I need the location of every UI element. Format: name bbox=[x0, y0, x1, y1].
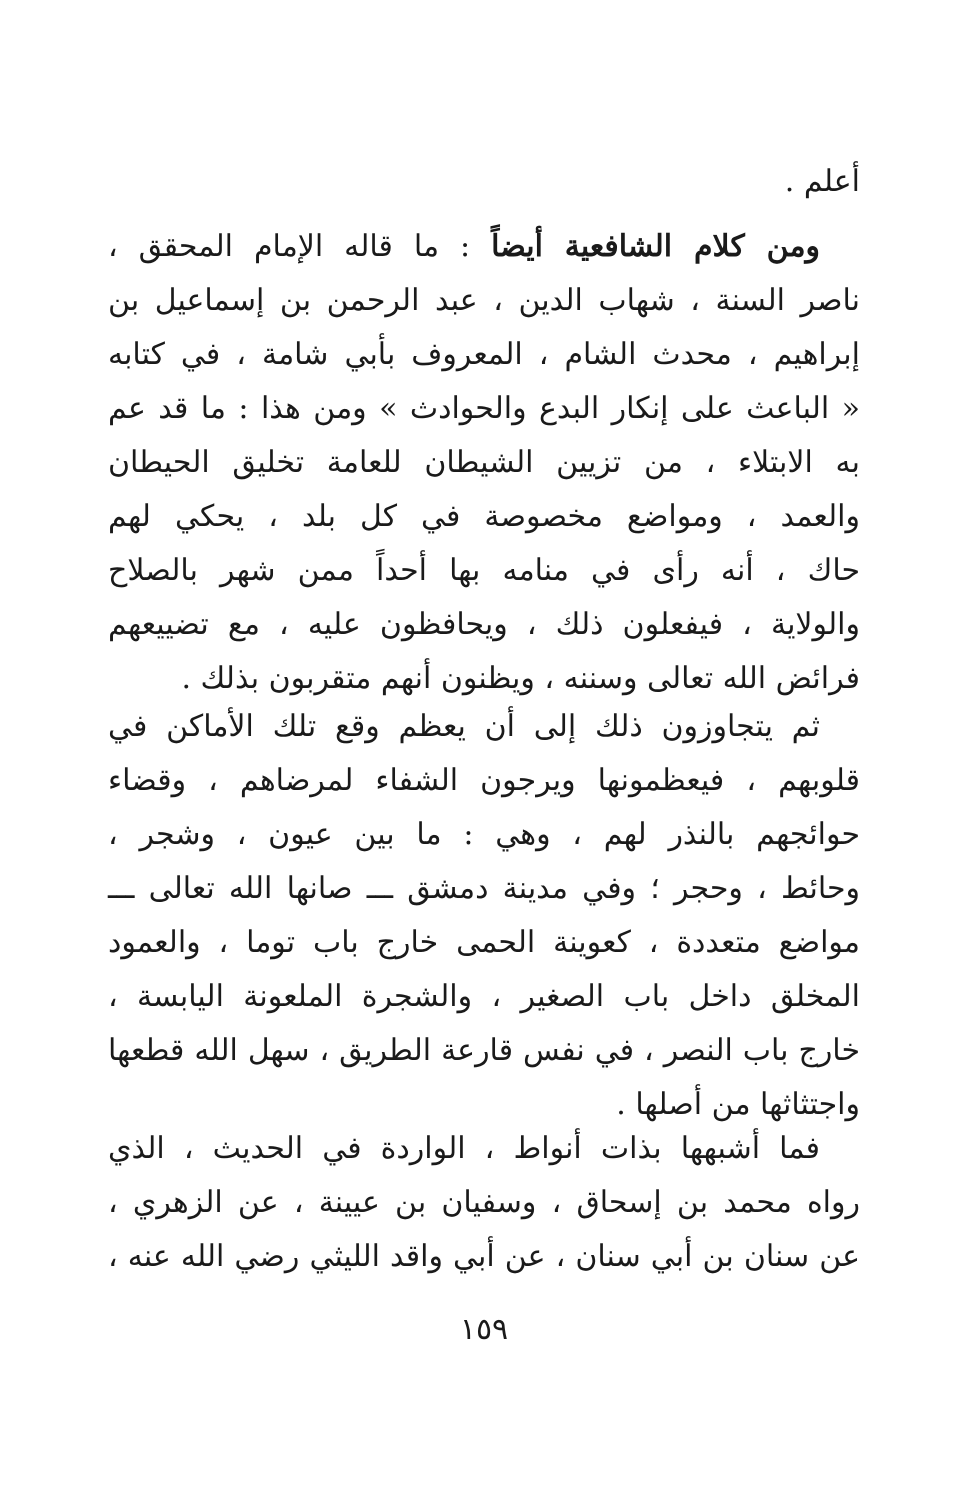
text-line: أعلم . bbox=[784, 164, 860, 199]
text-line: عن سنان بن أبي سنان ، عن أبي واقد الليثي رضي الله عنه ، bbox=[108, 1239, 860, 1274]
text-line: المخلق داخل باب الصغير ، والشجرة الملعونة اليابسة ، bbox=[108, 979, 860, 1014]
text-line: وحائط ، وحجر ؛ وفي مدينة دمشق ـــ صانها الله تعالى ـــ bbox=[108, 871, 860, 906]
text-line: فرائض الله تعالى وسننه ، ويظنون أنهم متقربون بذلك . bbox=[181, 661, 860, 696]
text-line: مواضع متعددة ، كعوينة الحمى خارج باب توما ، والعمود bbox=[108, 925, 860, 960]
text-line: والولاية ، فيفعلون ذلك ، ويحافظون عليه ، مع تضييعهم bbox=[108, 607, 860, 642]
text-line: والعمد ، ومواضع مخصوصة في كل بلد ، يحكي لهم bbox=[108, 499, 860, 534]
bold-heading: ومن كلام الشافعية أيضاً bbox=[491, 229, 821, 264]
text-line: خارج باب النصر ، في نفس قارعة الطريق ، سهل الله قطعها bbox=[108, 1033, 860, 1068]
text-line: ناصر السنة ، شهاب الدين ، عبد الرحمن بن إسماعيل بن bbox=[108, 283, 860, 318]
text-line: إبراهيم ، محدث الشام ، المعروف بأبي شامة ، في كتابه bbox=[108, 337, 860, 372]
text-line: واجتثاثها من أصلها . bbox=[616, 1087, 860, 1122]
text-line: حاك ، أنه رأى في منامه بها أحداً ممن شهر بالصلاح bbox=[108, 553, 861, 588]
paragraph-dhat-anwat bbox=[108, 1122, 860, 1284]
paragraph-abu-shama bbox=[108, 220, 860, 706]
text-line: ثم يتجاوزون ذلك إلى أن يعظم وقع تلك الأماكن في bbox=[108, 709, 820, 744]
text-line: حوائجهم بالنذر لهم ، وهي : ما بين عيون ، وشجر ، bbox=[108, 817, 860, 852]
paragraph-opening bbox=[108, 155, 860, 209]
text-line: به الابتلاء ، من تزيين الشيطان للعامة تخليق الحيطان bbox=[108, 445, 860, 480]
paragraph-places bbox=[108, 700, 860, 1132]
text-line: « الباعث على إنكار البدع والحوادث » ومن هذا : ما قد عم bbox=[108, 391, 860, 426]
lead-continuation: : ما قاله الإمام المحقق ، bbox=[108, 229, 492, 264]
text-line: قلوبهم ، فيعظمونها ويرجون الشفاء لمرضاهم ، وقضاء bbox=[108, 763, 860, 798]
page-number: ١٥٩ bbox=[459, 1312, 509, 1347]
text-line: فما أشبهها بذات أنواط ، الواردة في الحديث ، الذي bbox=[108, 1131, 820, 1166]
text-line: رواه محمد بن إسحاق ، وسفيان بن عيينة ، عن الزهري ، bbox=[108, 1185, 860, 1220]
text-line-lead bbox=[108, 220, 860, 274]
